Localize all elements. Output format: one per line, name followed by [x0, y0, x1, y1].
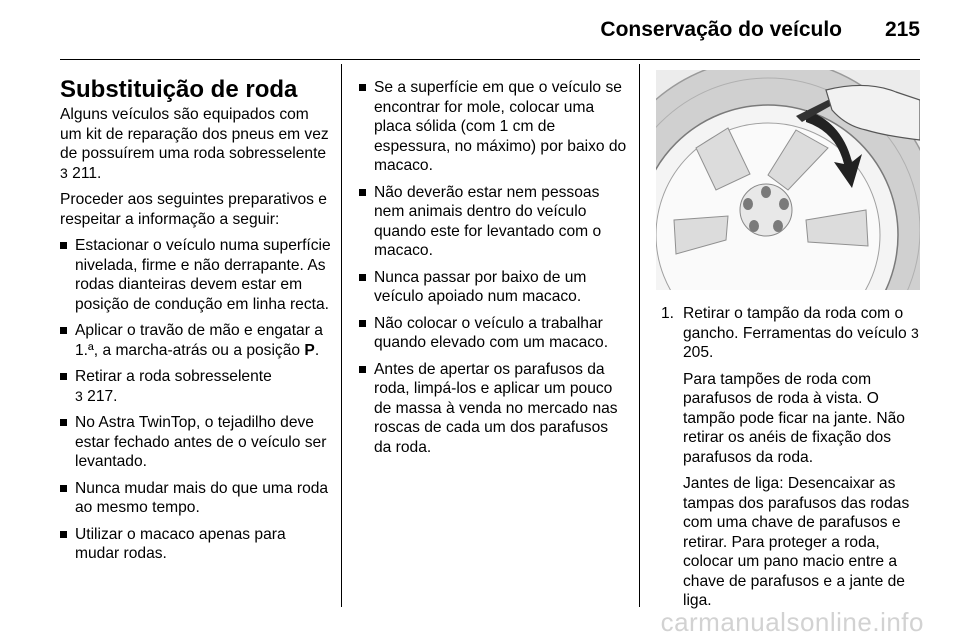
- list-item: Retirar a roda sobresselente 3 217.: [60, 367, 332, 406]
- list-item: Não deverão estar nem pessoas nem animais dentro do veículo quando este for levantado com o macaco.: [359, 183, 627, 261]
- intro-paragraph: Alguns veículos são equipados com um kit de reparação dos pneus em vez de possuírem uma roda sobresselente 3 211.: [60, 106, 329, 182]
- bullet-square-icon: [359, 366, 366, 373]
- step-item: 1. Retirar o tampão da roda com o gancho. Ferramentas do veículo 3 205. Para tampões de roda com parafusos de roda à vista. O tampão pode ficar na jante. Não retirar os anéis de fixação dos parafusos da roda. Jantes de liga: Desencaixar as tampas dos parafusos das rodas com uma chave de parafusos e retirar. Para proteger a roda, colocar um pano macio entre a chave de parafusos e a jante de liga.: [661, 304, 923, 611]
- list-item: No Astra TwinTop, o tejadilho deve estar fechado antes de o veículo ser levantado.: [60, 413, 332, 472]
- section-title: Substituição de roda: [60, 76, 298, 103]
- column-1: [60, 76, 332, 571]
- list-item: Se a superfície em que o veículo se encontrar for mole, colocar uma placa sólida (com 1 cm de espessura, no máximo) por baixo do macaco.: [359, 78, 627, 176]
- bullet-square-icon: [359, 189, 366, 196]
- column-divider-2: [639, 64, 640, 607]
- list-item: Antes de apertar os parafusos da roda, limpá-los e aplicar um pouco de massa à venda no mercado nas roscas de cada um dos parafusos da roda.: [359, 360, 627, 458]
- bullet-square-icon: [359, 84, 366, 91]
- wheel-illustration-svg: [656, 70, 920, 290]
- column-2: [359, 78, 627, 464]
- bullet-square-icon: [60, 373, 67, 380]
- bullet-square-icon: [359, 320, 366, 327]
- running-header-title: Conservação do veículo: [600, 18, 842, 41]
- bullet-square-icon: [359, 274, 366, 281]
- list-item: Estacionar o veículo numa superfície nivelada, firme e não derrapante. As rodas dianteiras devem estar em posição de condução em linha recta.: [60, 236, 332, 314]
- bullet-list-2: [359, 78, 627, 457]
- bullet-list-1: [60, 236, 332, 564]
- list-item: Utilizar o macaco apenas para mudar rodas.: [60, 525, 332, 564]
- prep-paragraph: Proceder aos seguintes preparativos e respeitar a informação a seguir:: [60, 191, 327, 228]
- list-item: Nunca passar por baixo de um veículo apoiado num macaco.: [359, 268, 627, 307]
- page-reference-icon: 3: [910, 324, 919, 341]
- page-number: 215: [884, 18, 920, 41]
- bullet-square-icon: [60, 485, 67, 492]
- list-item: Aplicar o travão de mão e engatar a 1.ª, a marcha-atrás ou a posição P.: [60, 321, 332, 360]
- page-reference-icon: 3: [60, 164, 68, 181]
- bullet-square-icon: [60, 327, 67, 334]
- instruction-steps: [661, 304, 923, 611]
- page-reference-icon: 3: [75, 387, 83, 404]
- column-divider-1: [341, 64, 342, 607]
- list-item: Nunca mudar mais do que uma roda ao mesmo tempo.: [60, 479, 332, 518]
- list-item: Não colocar o veículo a trabalhar quando elevado com um macaco.: [359, 314, 627, 353]
- step-paragraph: Para tampões de roda com parafusos de roda à vista. O tampão pode ficar na jante. Não retirar os anéis de fixação dos parafusos da roda.: [683, 370, 905, 466]
- bullet-square-icon: [60, 531, 67, 538]
- bullet-square-icon: [60, 242, 67, 249]
- wheel-cover-removal-illustration: [656, 70, 920, 290]
- watermark: carmanualsonline.info: [660, 607, 924, 637]
- step-paragraph: Jantes de liga: Desencaixar as tampas dos parafusos das rodas com uma chave de parafusos e retirar. Para proteger a roda, colocar um pano macio entre a chave de parafusos e a jante de liga.: [683, 475, 910, 609]
- step-number: 1.: [661, 305, 675, 322]
- header-rule: [60, 59, 920, 60]
- column-3: [661, 304, 923, 618]
- bullet-square-icon: [60, 419, 67, 426]
